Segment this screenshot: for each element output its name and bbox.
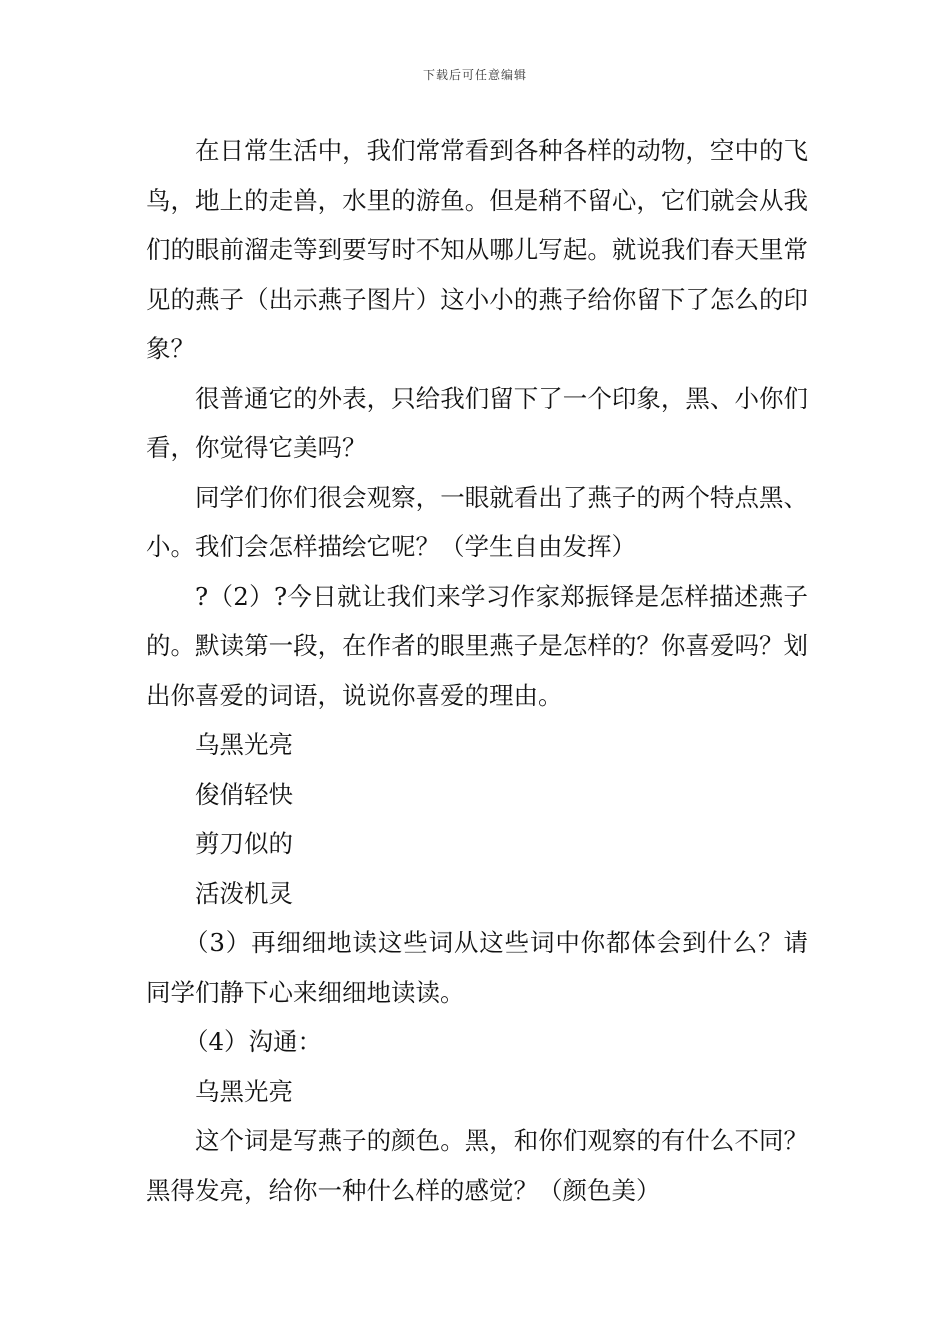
- word-item: 活泼机灵: [195, 878, 293, 908]
- explanation-paragraph: 这个词是写燕子的颜色。黑，和你们观察的有什么不同？黑得发亮，给你一种什么样的感觉？（颜色美）: [146, 1126, 808, 1205]
- step3-paragraph: （3）再细细地读这些词从这些词中你都体会到什么？请同学们静下心来细细地读读。: [146, 928, 808, 1007]
- focus-word: 乌黑光亮: [195, 1076, 293, 1106]
- word-item: 俊俏轻快: [195, 779, 293, 809]
- step2-paragraph: ?（2）?今日就让我们来学习作家郑振铎是怎样描述燕子的。默读第一段，在作者的眼里燕子是怎样的？你喜爱吗？划出你喜爱的词语，说说你喜爱的理由。: [146, 581, 808, 710]
- observation-paragraph: 同学们你们很会观察，一眼就看出了燕子的两个特点黑、小。我们会怎样描绘它呢？（学生自由发挥）: [146, 482, 808, 561]
- word-item: 剪刀似的: [195, 829, 293, 858]
- page-header-note: 下载后可任意编辑: [422, 68, 527, 82]
- step4-label: （4）沟通：: [183, 1027, 323, 1056]
- impression-paragraph: 很普通它的外表，只给我们留下了一个印象，黑、小你们看，你觉得它美吗？: [146, 383, 808, 462]
- intro-paragraph: 在日常生活中，我们常常看到各种各样的动物，空中的飞鸟，地上的走兽，水里的游鱼。但是稍不留心，它们就会从我们的眼前溜走等到要写时不知从哪儿写起。就说我们春天里常见的燕子（出示燕子图片）这小小的燕子给你留下了怎么的印象？: [146, 136, 808, 363]
- word-item: 乌黑光亮: [195, 730, 293, 759]
- document-body: [146, 126, 808, 1215]
